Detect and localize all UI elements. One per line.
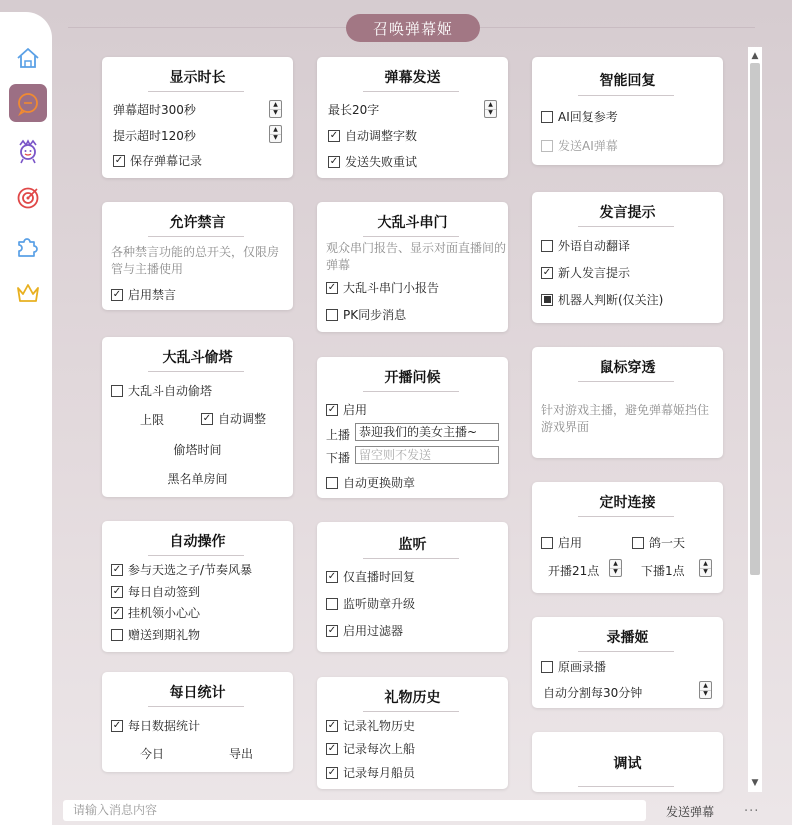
checkbox-box[interactable]: ✓ bbox=[327, 403, 337, 415]
monitor-item[interactable] bbox=[326, 568, 415, 585]
gift-history-item[interactable] bbox=[326, 764, 415, 781]
auto-op-item[interactable] bbox=[111, 583, 200, 600]
checkbox-box[interactable]: ✓ bbox=[327, 766, 337, 778]
auto-operation-card bbox=[102, 521, 293, 652]
checkbox-box[interactable]: ✓ bbox=[112, 719, 122, 731]
pk-brawl-card bbox=[317, 202, 508, 332]
save-record-checkbox[interactable] bbox=[113, 152, 202, 169]
checkbox-box[interactable] bbox=[541, 240, 553, 252]
tower-auto-adjust-checkbox[interactable] bbox=[201, 410, 266, 427]
checkbox-label: 鸽一天 bbox=[649, 536, 686, 550]
checkbox-label: 记录每月船员 bbox=[343, 766, 416, 780]
checkbox-label: 机器人判断(仅关注) bbox=[558, 293, 664, 307]
today-button[interactable]: 今日 bbox=[140, 747, 165, 761]
checkbox-box[interactable]: ✓ bbox=[327, 570, 337, 582]
checkbox-box[interactable]: ✓ bbox=[329, 155, 339, 167]
card-title: 发言提示 bbox=[599, 205, 656, 221]
debug-card bbox=[532, 732, 723, 792]
card-title: 录播姬 bbox=[606, 630, 649, 646]
checkbox-label: 启用 bbox=[558, 536, 583, 550]
card-title: 弹幕发送 bbox=[384, 70, 441, 86]
hint-timeout-spinner[interactable]: ▲ ▼ bbox=[269, 125, 282, 143]
checkbox-box[interactable]: ✓ bbox=[327, 719, 337, 731]
monitor-card bbox=[317, 522, 508, 652]
checkbox-label: 大乱斗自动偷塔 bbox=[128, 384, 213, 398]
checkbox-label: 发送失败重试 bbox=[345, 155, 418, 169]
start-time-spinner[interactable]: ▲ ▼ bbox=[609, 559, 622, 577]
character-icon bbox=[15, 138, 41, 164]
card-title: 调试 bbox=[613, 756, 642, 772]
brawl-tower-card bbox=[102, 337, 293, 497]
send-danmaku-card bbox=[317, 57, 508, 178]
card-title: 显示时长 bbox=[169, 70, 226, 86]
checkbox-label: 大乱斗串门小报告 bbox=[343, 281, 440, 295]
max-length-spinner[interactable]: ▲ ▼ bbox=[484, 100, 497, 118]
hint-timeout-value: 提示超时120秒 bbox=[113, 129, 196, 143]
sidebar bbox=[0, 12, 52, 825]
checkbox-label: 自动更换勋章 bbox=[343, 476, 416, 490]
auto-split-value: 自动分割每30分钟 bbox=[543, 686, 643, 700]
card-title: 允许禁言 bbox=[169, 215, 226, 231]
checkbox-box[interactable]: ✓ bbox=[329, 129, 339, 141]
checkbox-label: 记录每次上船 bbox=[343, 742, 416, 756]
mouse-through-card[interactable] bbox=[532, 347, 723, 458]
checkbox-box[interactable] bbox=[541, 294, 553, 306]
checkbox-box[interactable]: ✓ bbox=[112, 606, 122, 618]
send-danmaku-button[interactable]: 发送弹幕 bbox=[666, 805, 715, 819]
card-divider bbox=[363, 236, 459, 237]
display-duration-card bbox=[102, 57, 293, 178]
checkbox-box[interactable] bbox=[541, 140, 553, 152]
export-button[interactable]: 导出 bbox=[229, 747, 254, 761]
checkbox-box[interactable]: ✓ bbox=[112, 288, 122, 300]
card-divider bbox=[578, 786, 674, 787]
danmaku-timeout-spinner[interactable]: ▲ ▼ bbox=[269, 100, 282, 118]
checkbox-box[interactable]: ✓ bbox=[112, 563, 122, 575]
card-divider bbox=[578, 226, 674, 227]
speech-hint-card bbox=[532, 192, 723, 323]
checkbox-label: 挂机领小心心 bbox=[128, 606, 201, 620]
checkbox-label: 发送AI弹幕 bbox=[558, 139, 618, 153]
scroll-up-icon[interactable]: ▲ bbox=[751, 51, 759, 61]
checkbox-box[interactable]: ✓ bbox=[114, 154, 124, 166]
card-title: 智能回复 bbox=[599, 73, 656, 89]
card-title: 自动操作 bbox=[169, 534, 226, 550]
auto-adjust-checkbox[interactable] bbox=[328, 127, 417, 144]
page-title: 召唤弹幕姬 bbox=[346, 14, 480, 42]
sidebar-item-character[interactable] bbox=[9, 132, 47, 170]
checkbox-label: 赠送到期礼物 bbox=[128, 628, 201, 642]
sidebar-item-vip[interactable] bbox=[9, 274, 47, 312]
scroll-thumb[interactable] bbox=[750, 63, 760, 575]
auto-translate-checkbox[interactable] bbox=[541, 237, 630, 254]
checkbox-label: 参与天选之子/节奏风暴 bbox=[128, 563, 253, 577]
gift-history-card bbox=[317, 677, 508, 789]
checkbox-box[interactable]: ✓ bbox=[327, 624, 337, 636]
end-greeting-label: 下播 bbox=[326, 451, 351, 465]
mouse-through-description: 针对游戏主播，避免弹幕姬挡住游戏界面 bbox=[541, 403, 710, 434]
checkbox-label: AI回复参考 bbox=[558, 110, 618, 124]
card-title: 礼物历史 bbox=[384, 690, 441, 706]
home-icon bbox=[15, 45, 41, 71]
card-title: 定时连接 bbox=[599, 495, 656, 511]
small-report-checkbox[interactable] bbox=[326, 279, 439, 296]
card-title: 大乱斗串门 bbox=[377, 215, 448, 231]
checkbox-label: 记录礼物历史 bbox=[343, 719, 416, 733]
checkbox-label: 原画录播 bbox=[558, 660, 607, 674]
crown-icon bbox=[15, 280, 41, 306]
checkbox-label: 自动调整字数 bbox=[345, 129, 418, 143]
card-divider bbox=[578, 651, 674, 652]
checkbox-label: 仅直播时回复 bbox=[343, 570, 416, 584]
blacklist-rooms-button[interactable]: 黑名单房间 bbox=[167, 472, 228, 486]
checkbox-label: 每日自动签到 bbox=[128, 585, 201, 599]
puzzle-icon bbox=[15, 233, 41, 259]
monitor-item[interactable] bbox=[326, 595, 415, 612]
daily-data-checkbox[interactable] bbox=[111, 717, 200, 734]
allow-ban-card bbox=[102, 202, 293, 310]
card-title: 监听 bbox=[398, 537, 427, 553]
checkbox-box[interactable] bbox=[541, 661, 553, 673]
card-divider bbox=[363, 391, 459, 392]
danmaku-timeout-value: 弹幕超时300秒 bbox=[113, 103, 196, 117]
auto-op-item[interactable] bbox=[111, 626, 200, 643]
end-time-spinner[interactable]: ▲ ▼ bbox=[699, 559, 712, 577]
card-divider bbox=[148, 236, 244, 237]
tower-time-button[interactable]: 偷塔时间 bbox=[173, 443, 222, 457]
sidebar-item-danmaku[interactable] bbox=[9, 84, 47, 122]
more-options-button[interactable]: ... bbox=[744, 800, 760, 815]
bot-judge-checkbox[interactable] bbox=[541, 291, 663, 308]
checkbox-box[interactable] bbox=[326, 477, 338, 489]
recorder-card bbox=[532, 617, 723, 708]
card-divider bbox=[363, 558, 459, 559]
title-divider-left bbox=[68, 27, 346, 28]
retry-failed-checkbox[interactable] bbox=[328, 153, 417, 170]
vertical-scrollbar[interactable] bbox=[748, 47, 762, 792]
auto-op-item[interactable] bbox=[111, 561, 252, 578]
checkbox-box[interactable] bbox=[541, 111, 553, 123]
checkbox-box[interactable]: ✓ bbox=[112, 585, 122, 597]
checkbox-label: 启用 bbox=[343, 403, 368, 417]
end-greeting-input[interactable]: 留空则不发送 bbox=[355, 446, 499, 464]
card-divider bbox=[148, 371, 244, 372]
card-divider bbox=[148, 706, 244, 707]
checkbox-label: 启用禁言 bbox=[128, 288, 177, 302]
greeting-enable-checkbox[interactable] bbox=[326, 401, 367, 418]
new-user-hint-checkbox[interactable] bbox=[541, 264, 630, 281]
card-title: 每日统计 bbox=[169, 685, 226, 701]
send-ai-checkbox[interactable] bbox=[541, 137, 618, 154]
monitor-item[interactable] bbox=[326, 622, 403, 639]
end-time-value: 下播1点 bbox=[641, 564, 685, 578]
card-divider bbox=[148, 91, 244, 92]
checkbox-box[interactable]: ✓ bbox=[327, 742, 337, 754]
skip-day-checkbox[interactable] bbox=[632, 534, 685, 551]
enable-ban-checkbox[interactable] bbox=[111, 286, 176, 303]
chat-bubble-icon bbox=[15, 90, 41, 116]
checkbox-box[interactable] bbox=[111, 629, 123, 641]
checkbox-box[interactable] bbox=[111, 385, 123, 397]
gift-history-item[interactable] bbox=[326, 717, 415, 734]
checkbox-label: 外语自动翻译 bbox=[558, 239, 631, 253]
checkbox-box[interactable]: ✓ bbox=[202, 412, 212, 424]
checkbox-box[interactable] bbox=[326, 309, 338, 321]
card-divider bbox=[578, 516, 674, 517]
auto-split-spinner[interactable]: ▲ ▼ bbox=[699, 681, 712, 699]
checkbox-box[interactable] bbox=[326, 598, 338, 610]
checkbox-label: 每日数据统计 bbox=[128, 719, 201, 733]
card-divider bbox=[578, 95, 674, 96]
raw-record-checkbox[interactable] bbox=[541, 658, 606, 675]
card-divider bbox=[363, 91, 459, 92]
card-divider bbox=[363, 711, 459, 712]
auto-tower-checkbox[interactable] bbox=[111, 382, 212, 399]
pk-sync-checkbox[interactable] bbox=[326, 306, 406, 323]
ai-reference-checkbox[interactable] bbox=[541, 108, 618, 125]
card-divider bbox=[148, 555, 244, 556]
allow-ban-description: 各种禁言功能的总开关，仅限房管与主播使用 bbox=[111, 245, 280, 276]
message-input[interactable]: 请输入消息内容 bbox=[63, 800, 646, 821]
pk-brawl-description: 观众串门报告、显示对面直播间的弹幕 bbox=[326, 241, 507, 272]
checkbox-label: 启用过滤器 bbox=[343, 624, 404, 638]
auto-badge-checkbox[interactable] bbox=[326, 474, 415, 491]
start-time-value: 开播21点 bbox=[548, 564, 600, 578]
scroll-down-icon[interactable]: ▼ bbox=[751, 778, 759, 788]
sidebar-item-home[interactable] bbox=[9, 39, 47, 77]
checkbox-label: 监听勋章升级 bbox=[343, 597, 416, 611]
title-divider-right bbox=[480, 27, 755, 28]
card-title: 鼠标穿透 bbox=[599, 360, 656, 376]
checkbox-box[interactable]: ✓ bbox=[327, 281, 337, 293]
checkbox-box[interactable] bbox=[541, 537, 553, 549]
target-icon bbox=[15, 185, 41, 211]
sidebar-item-target[interactable] bbox=[9, 179, 47, 217]
schedule-enable-checkbox[interactable] bbox=[541, 534, 582, 551]
start-greeting-input[interactable]: 恭迎我们的美女主播~ bbox=[355, 423, 499, 441]
sidebar-item-plugins[interactable] bbox=[9, 227, 47, 265]
stream-greeting-card bbox=[317, 357, 508, 498]
smart-reply-card bbox=[532, 57, 723, 165]
card-title: 大乱斗偷塔 bbox=[162, 350, 233, 366]
max-length-value: 最长20字 bbox=[328, 103, 380, 117]
card-divider bbox=[578, 381, 674, 382]
scheduled-connect-card bbox=[532, 482, 723, 593]
checkbox-label: 自动调整 bbox=[218, 412, 267, 426]
upper-limit-label[interactable]: 上限 bbox=[140, 413, 165, 427]
start-greeting-label: 上播 bbox=[326, 428, 351, 442]
checkbox-label: 保存弹幕记录 bbox=[130, 154, 203, 168]
daily-stats-card bbox=[102, 672, 293, 772]
checkbox-box[interactable]: ✓ bbox=[542, 266, 552, 278]
card-title: 开播问候 bbox=[384, 370, 441, 386]
gift-history-item[interactable] bbox=[326, 740, 415, 757]
auto-op-item[interactable] bbox=[111, 604, 200, 621]
checkbox-label: PK同步消息 bbox=[343, 308, 407, 322]
checkbox-box[interactable] bbox=[632, 537, 644, 549]
checkbox-label: 新人发言提示 bbox=[558, 266, 631, 280]
